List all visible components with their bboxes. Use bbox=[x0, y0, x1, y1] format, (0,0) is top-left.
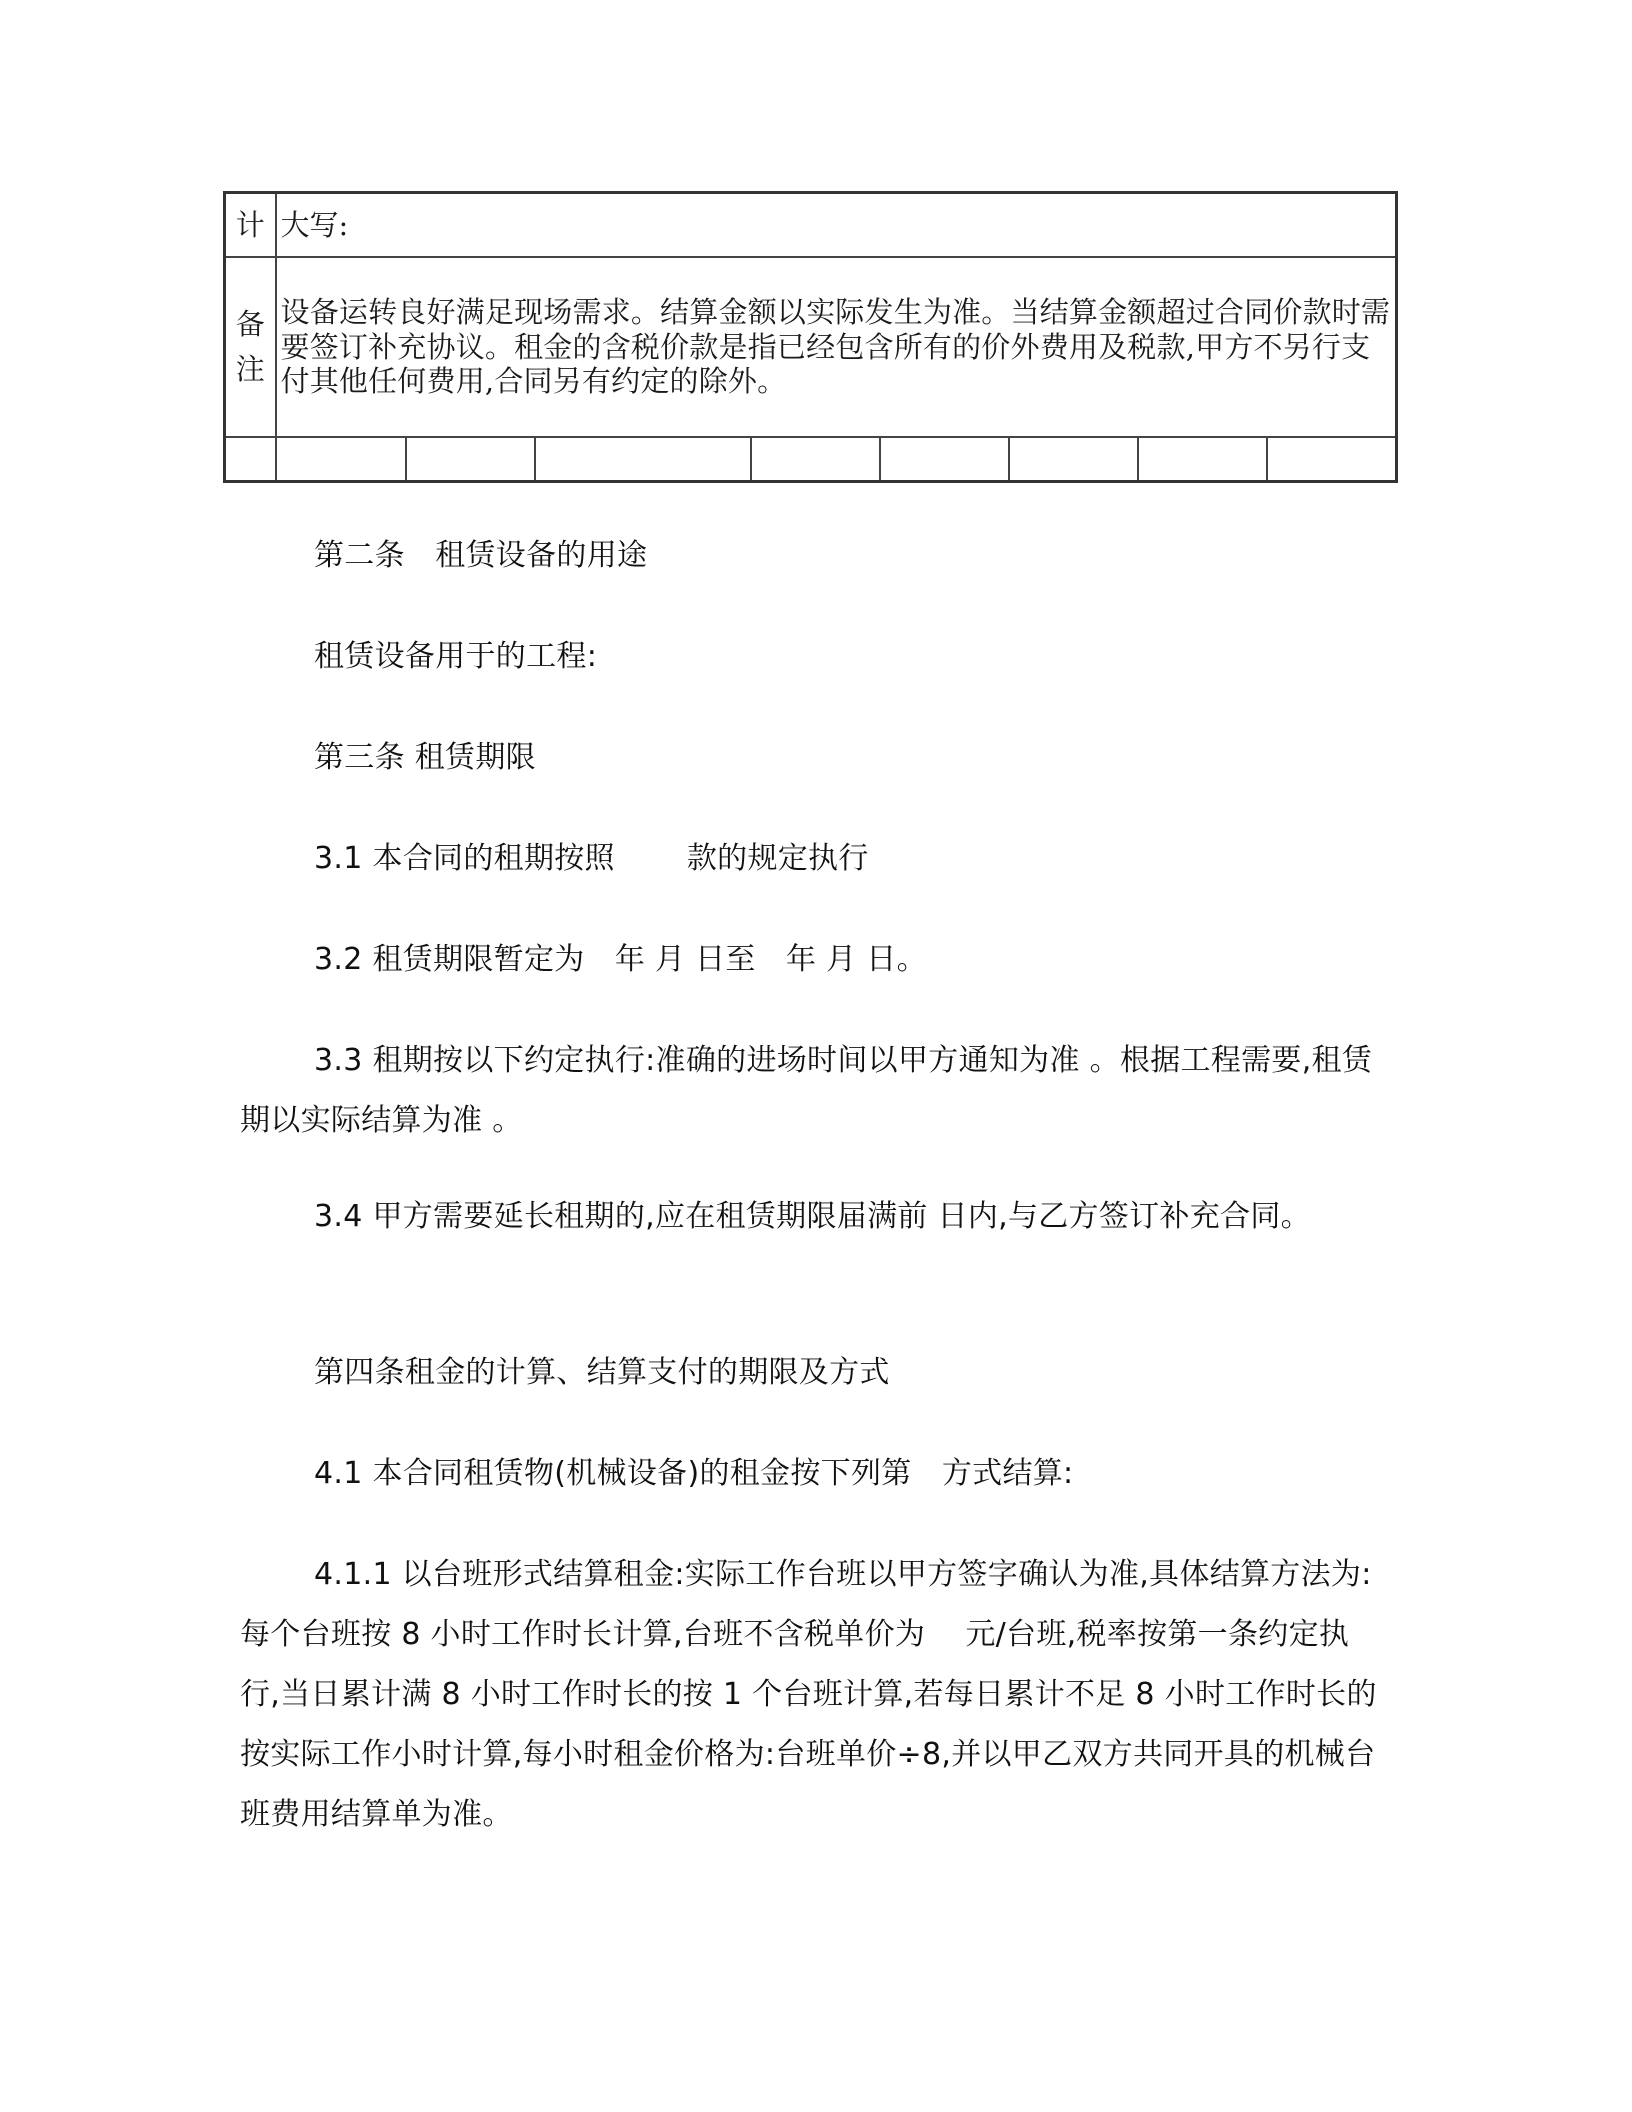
clause-3-1-part-a: 3.1 本合同的租期按照 bbox=[314, 841, 615, 876]
article-3-heading: 第三条 租赁期限 bbox=[314, 740, 536, 775]
empty-cell bbox=[1138, 437, 1267, 482]
remark-text: 设备运转良好满足现场需求。结算金额以实际发生为准。当结算金额超过合同价款时需要签订补充协议。租金的含税价款是指已经包含所有的价外费用及税款,甲方不另行支付其他任何费用,合同另有约定的除外。 bbox=[276, 257, 1397, 437]
clause-3-2: 3.2 租赁期限暂定为 年 月 日至 年 月 日。 bbox=[314, 942, 927, 977]
article-2-heading: 第二条 租赁设备的用途 bbox=[314, 538, 648, 573]
clause-3-4: 3.4 甲方需要延长租期的,应在租赁期限届满前 日内,与乙方签订补充合同。 bbox=[314, 1199, 1311, 1234]
empty-cell bbox=[1267, 437, 1397, 482]
total-label: 计 bbox=[225, 193, 276, 258]
fee-table bbox=[223, 191, 1398, 483]
empty-cell bbox=[751, 437, 880, 482]
remark-label: 备注 bbox=[225, 257, 276, 437]
article-2-usage: 租赁设备用于的工程: bbox=[314, 639, 598, 674]
clause-3-1-part-b: 款的规定执行 bbox=[686, 841, 869, 876]
empty-cell bbox=[406, 437, 535, 482]
article-4-heading: 第四条租金的计算、结算支付的期限及方式 bbox=[314, 1355, 890, 1390]
table-row-remark bbox=[225, 257, 1397, 437]
clause-3-1 bbox=[240, 829, 1380, 889]
empty-cell bbox=[1009, 437, 1138, 482]
empty-cell bbox=[880, 437, 1009, 482]
table-row-total bbox=[225, 193, 1397, 258]
empty-cell bbox=[276, 437, 406, 482]
total-amount-words: 大写: bbox=[276, 193, 1397, 258]
empty-cell bbox=[225, 437, 276, 482]
clause-4-1: 4.1 本合同租赁物(机械设备)的租金按下列第 方式结算: bbox=[314, 1456, 1074, 1491]
clause-4-1-1: 4.1.1 以台班形式结算租金:实际工作台班以甲方签字确认为准,具体结算方法为:每个台班按 8 小时工作时长计算,台班不含税单价为 元/台班,税率按第一条约定执行,当日累计满 8 小时工作时长的按 1 个台班计算,若每日累计不足 8 小时工作时长的按实际工作小时计算,每小时租金价格为:台班单价÷8,并以甲乙双方共同开具的机械台班费用结算单为准。 bbox=[240, 1557, 1377, 1832]
clause-3-3: 3.3 租期按以下约定执行:准确的进场时间以甲方通知为准 。根据工程需要,租赁期以实际结算为准 。 bbox=[240, 1043, 1373, 1138]
table-row-empty bbox=[225, 437, 1397, 482]
empty-cell bbox=[535, 437, 751, 482]
